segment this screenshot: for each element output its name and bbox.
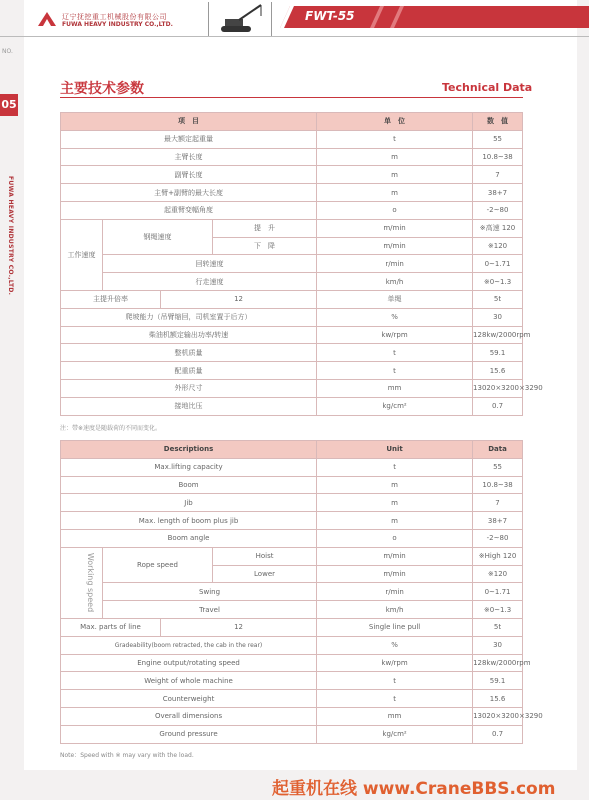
table-row xyxy=(61,130,523,148)
row-value: ※0~1.3 xyxy=(473,601,523,619)
table-row xyxy=(61,362,523,380)
row-unit: m xyxy=(317,494,473,512)
row-item: 主提升倍率 xyxy=(61,290,161,308)
row-unit: km/h xyxy=(317,601,473,619)
rope-speed-label: 钢绳速度 xyxy=(103,219,213,255)
row-item: 主臂长度 xyxy=(61,148,317,166)
table-row xyxy=(61,529,523,547)
col-header-item: 项 目 xyxy=(61,113,317,131)
table-row xyxy=(61,273,523,291)
row-value: 55 xyxy=(473,458,523,476)
table-row xyxy=(61,201,523,219)
row-item: Max. length of boom plus jib xyxy=(61,512,317,530)
row-item: 主臂+副臂的最大长度 xyxy=(61,184,317,202)
row-value: 10.8~38 xyxy=(473,148,523,166)
row-item: 提 升 xyxy=(213,219,317,237)
row-value: 0~1.71 xyxy=(473,255,523,273)
table-row xyxy=(61,707,523,725)
row-item: 最大额定起重量 xyxy=(61,130,317,148)
col-header-item: Descriptions xyxy=(61,441,317,459)
row-number: 12 xyxy=(161,290,317,308)
row-value: 59.1 xyxy=(473,672,523,690)
row-item: 配重质量 xyxy=(61,362,317,380)
row-unit: m xyxy=(317,476,473,494)
row-unit: km/h xyxy=(317,273,473,291)
sidebar-company-text: FUWA HEAVY INDUSTRY CO.,LTD. xyxy=(7,176,14,296)
table-note-en: Note：Speed with ※ may vary with the load. xyxy=(60,752,194,759)
crawler-crane-icon xyxy=(208,2,272,36)
row-value: 10.8~38 xyxy=(473,476,523,494)
row-number: 12 xyxy=(161,618,317,636)
row-item: Counterweight xyxy=(61,690,317,708)
row-item: 行走速度 xyxy=(103,273,317,291)
watermark: 起重机在线 www.CraneBBS.com xyxy=(272,779,556,799)
table-row xyxy=(61,690,523,708)
spec-table-cn xyxy=(60,112,543,416)
table-row xyxy=(61,397,523,415)
model-number: FWT-55 xyxy=(305,9,355,23)
company-name-cn: 辽宁抚挖重工机械股份有限公司 xyxy=(62,13,167,21)
row-item: 爬坡能力（吊臂缩回，司机室置于后方） xyxy=(61,308,317,326)
table-row xyxy=(61,636,523,654)
row-value: 13020×3200×3290 xyxy=(473,379,523,397)
row-item: Ground pressure xyxy=(61,725,317,743)
row-item: 起重臂变幅角度 xyxy=(61,201,317,219)
row-unit: r/min xyxy=(317,583,473,601)
working-speed-label: 工作速度 xyxy=(61,219,103,290)
row-unit: kg/cm² xyxy=(317,725,473,743)
row-item: Hoist xyxy=(213,547,317,565)
row-unit: m xyxy=(317,184,473,202)
fuwa-logo-icon xyxy=(36,10,58,28)
table-row xyxy=(61,219,523,237)
row-unit: t xyxy=(317,362,473,380)
table-header-row xyxy=(61,113,523,131)
row-unit: kg/cm² xyxy=(317,397,473,415)
row-item: 回转速度 xyxy=(103,255,317,273)
table-row xyxy=(61,654,523,672)
col-header-unit: Unit xyxy=(317,441,473,459)
row-item: Lower xyxy=(213,565,317,583)
table-row xyxy=(61,290,523,308)
table-row xyxy=(61,476,523,494)
table-row xyxy=(61,547,523,565)
row-unit: m/min xyxy=(317,219,473,237)
table-row xyxy=(61,583,523,601)
row-value: ※120 xyxy=(473,237,523,255)
row-value: ※120 xyxy=(473,565,523,583)
row-unit: Single line pull xyxy=(317,618,473,636)
row-value: -2~80 xyxy=(473,201,523,219)
row-value: 0.7 xyxy=(473,725,523,743)
row-unit: t xyxy=(317,130,473,148)
row-value: ※0~1.3 xyxy=(473,273,523,291)
row-value: 30 xyxy=(473,308,523,326)
table-row xyxy=(61,725,523,743)
table-row xyxy=(61,458,523,476)
row-item: Swing xyxy=(103,583,317,601)
row-unit: m/min xyxy=(317,565,473,583)
working-speed-label xyxy=(61,547,103,618)
row-item: Travel xyxy=(103,601,317,619)
table-row xyxy=(61,255,523,273)
row-value: 13020×3200×3290 xyxy=(473,707,523,725)
row-value: ※高速 120 xyxy=(473,219,523,237)
row-unit: kw/rpm xyxy=(317,326,473,344)
row-unit: t xyxy=(317,690,473,708)
table-row xyxy=(61,672,523,690)
row-value: 15.6 xyxy=(473,690,523,708)
row-unit: % xyxy=(317,308,473,326)
row-value: ※High 120 xyxy=(473,547,523,565)
section-title-cn: 主要技术参数 xyxy=(60,81,144,97)
row-unit: m/min xyxy=(317,237,473,255)
table-row xyxy=(61,166,523,184)
row-unit: t xyxy=(317,344,473,362)
table-row xyxy=(61,326,523,344)
row-unit: r/min xyxy=(317,255,473,273)
row-item: 副臂长度 xyxy=(61,166,317,184)
col-header-value: 数 值 xyxy=(473,113,523,131)
row-item: Max. parts of line xyxy=(61,618,161,636)
row-item: 下 降 xyxy=(213,237,317,255)
row-item: Engine output/rotating speed xyxy=(61,654,317,672)
row-value: 128kw/2000rpm xyxy=(473,326,523,344)
row-unit: kw/rpm xyxy=(317,654,473,672)
title-rule xyxy=(60,97,523,98)
row-value: 0~1.71 xyxy=(473,583,523,601)
table-row xyxy=(61,184,523,202)
working-speed-text: Working speed xyxy=(86,553,96,613)
row-item: Weight of whole machine xyxy=(61,672,317,690)
row-unit: 单绳 xyxy=(317,290,473,308)
row-value: 15.6 xyxy=(473,362,523,380)
row-value: 55 xyxy=(473,130,523,148)
row-value: 0.7 xyxy=(473,397,523,415)
table-row xyxy=(61,148,523,166)
row-value: 128kw/2000rpm xyxy=(473,654,523,672)
row-value: 38+7 xyxy=(473,512,523,530)
row-unit: t xyxy=(317,458,473,476)
row-unit: m xyxy=(317,166,473,184)
col-header-unit: 单 位 xyxy=(317,113,473,131)
row-unit: o xyxy=(317,201,473,219)
col-header-value: Data xyxy=(473,441,523,459)
sidebar-mark: NO. xyxy=(2,48,13,55)
table-note-cn: 注：带※速度是随载荷的不同而变化。 xyxy=(60,425,162,432)
table-row xyxy=(61,494,523,512)
row-unit: t xyxy=(317,672,473,690)
row-item: 柴油机额定输出功率/转速 xyxy=(61,326,317,344)
row-value: 7 xyxy=(473,494,523,512)
row-value: 59.1 xyxy=(473,344,523,362)
row-item: Gradeability(boom retracted, the cab in the rear) xyxy=(61,636,317,654)
table-row xyxy=(61,308,523,326)
row-unit: mm xyxy=(317,707,473,725)
table-row xyxy=(61,601,523,619)
row-item: Jib xyxy=(61,494,317,512)
table-row xyxy=(61,512,523,530)
row-unit: m xyxy=(317,148,473,166)
table-row xyxy=(61,344,523,362)
row-item: 整机质量 xyxy=(61,344,317,362)
rope-speed-label: Rope speed xyxy=(103,547,213,583)
row-unit: m xyxy=(317,512,473,530)
row-item: Max.lifting capacity xyxy=(61,458,317,476)
row-value: 30 xyxy=(473,636,523,654)
row-item: Overall dimensions xyxy=(61,707,317,725)
row-item: 接地比压 xyxy=(61,397,317,415)
row-unit: o xyxy=(317,529,473,547)
header-divider xyxy=(0,36,589,37)
table-row xyxy=(61,618,523,636)
section-title-en: Technical Data xyxy=(442,81,533,94)
table-header-row xyxy=(61,441,523,459)
row-unit: % xyxy=(317,636,473,654)
row-value: 7 xyxy=(473,166,523,184)
row-item: 外形尺寸 xyxy=(61,379,317,397)
row-unit: mm xyxy=(317,379,473,397)
spec-table-en xyxy=(60,440,543,744)
company-name-en: FUWA HEAVY INDUSTRY CO.,LTD. xyxy=(62,21,173,28)
row-unit: m/min xyxy=(317,547,473,565)
row-item: Boom xyxy=(61,476,317,494)
row-value: 38+7 xyxy=(473,184,523,202)
page-number-tab: 05 xyxy=(0,94,18,116)
row-item: Boom angle xyxy=(61,529,317,547)
row-value: 5t xyxy=(473,290,523,308)
table-row xyxy=(61,379,523,397)
row-value: -2~80 xyxy=(473,529,523,547)
sidebar-vertical-text xyxy=(2,176,16,356)
row-value: 5t xyxy=(473,618,523,636)
